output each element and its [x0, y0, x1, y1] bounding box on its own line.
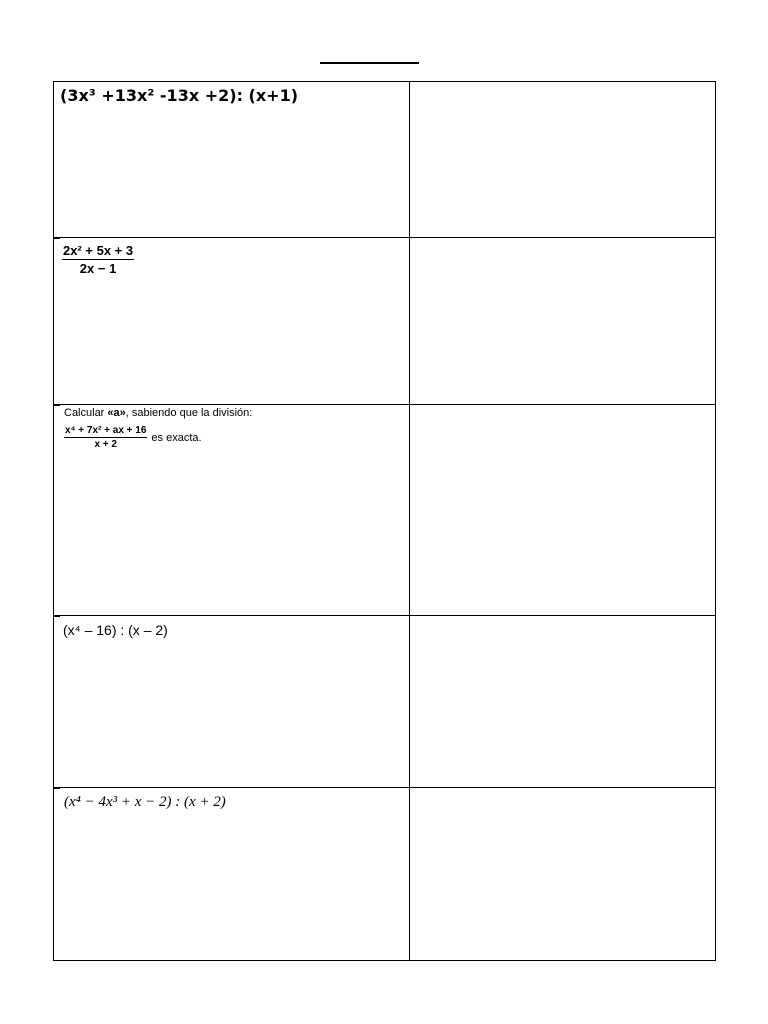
problem-3-numerator: x⁴ + 7x² + ax + 16: [65, 425, 147, 437]
problem-cell-2: [54, 238, 410, 405]
answer-cell-1[interactable]: [410, 82, 716, 238]
problem-2-denominator: 2x − 1: [79, 261, 117, 277]
problem-3-denominator: x + 2: [94, 439, 117, 451]
problem-5-expression: (x⁴ − 4x³ + x − 2) : (x + 2): [64, 793, 226, 810]
problem-2-numerator: 2x² + 5x + 3: [63, 243, 134, 259]
problem-cell-5: [54, 787, 410, 960]
problem-cell-1: [54, 82, 410, 238]
problem-3-text: [64, 407, 252, 450]
problem-cell-3: [54, 405, 410, 615]
worksheet-table: [53, 81, 716, 961]
problem-2-fraction: [62, 243, 134, 276]
problem-3-fraction: [64, 425, 147, 450]
problem-4-expression: (x⁴ – 16) : (x – 2): [63, 621, 168, 638]
problem-3-instruction: Calcular «a», sabiendo que la división:: [64, 407, 253, 420]
title-underline: [320, 62, 419, 64]
answer-cell-5[interactable]: [410, 787, 716, 960]
answer-cell-2[interactable]: [410, 238, 716, 405]
problem-5-clip: [56, 788, 244, 818]
table-row: [54, 615, 716, 787]
table-row: [54, 82, 716, 238]
problem-1-expression: (3x³ +13x² -13x +2): (x+1): [60, 86, 299, 105]
table-row: [54, 405, 716, 615]
answer-cell-4[interactable]: [410, 615, 716, 787]
table-row: [54, 238, 716, 405]
problem-cell-4: [54, 615, 410, 787]
problem-2-clip: [56, 238, 148, 280]
problem-4-clip: [56, 616, 167, 644]
answer-cell-3[interactable]: [410, 405, 716, 615]
problem-3-clip: [56, 405, 278, 453]
problem-3-suffix: es exacta.: [151, 431, 202, 444]
table-row: [54, 787, 716, 960]
